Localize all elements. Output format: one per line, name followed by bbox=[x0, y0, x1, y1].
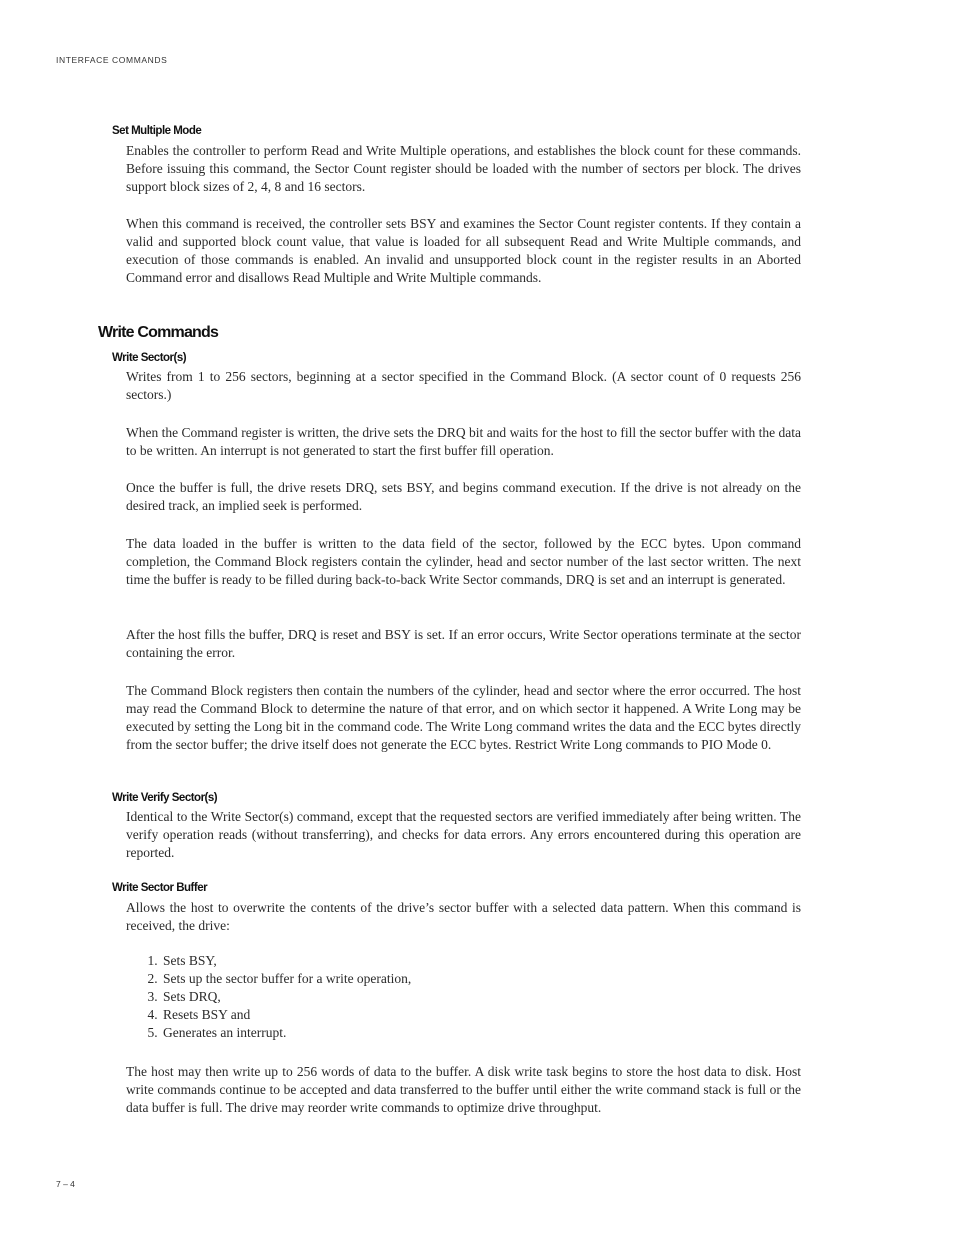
steps-list bbox=[126, 952, 411, 1042]
list-item: 3. Sets DRQ, bbox=[161, 988, 411, 1006]
heading-write-sectors: Write Sector(s) bbox=[112, 352, 187, 364]
list-item: 1. Sets BSY, bbox=[161, 952, 411, 970]
paragraph: The data loaded in the buffer is written to the data field of the sector, followed by the ECC bytes. Upon command completion, the Command Block registers contain the cylinder, head and sector number of the last sector written. The next time the buffer is ready to be filled during back-to-back Write Sector commands, DRQ is set and an interrupt is generated. bbox=[126, 536, 801, 587]
paragraph: After the host fills the buffer, DRQ is reset and BSY is set. If an error occurs, Write Sector operations terminate at the sector containing the error. bbox=[126, 627, 801, 660]
paragraph: When this command is received, the controller sets BSY and examines the Sector Count register contents. If they contain a valid and supported block count value, that value is loaded for all subsequent Read and Write Multiple commands, and execution of those commands is enabled. An invalid and unsupported block count in the register results in an Aborted Command error and disallows Read Multiple and Write Multiple commands. bbox=[126, 216, 801, 285]
paragraph: Allows the host to overwrite the contents of the drive’s sector buffer with a selected data pattern. When this command is received, the drive: bbox=[126, 900, 801, 933]
paragraph: Identical to the Write Sector(s) command, except that the requested sectors are verified immediately after being written. The verify operation reads (without transferring), and checks for data errors. Any errors encountered during this operation are reported. bbox=[126, 809, 801, 860]
paragraph: Once the buffer is full, the drive resets DRQ, sets BSY, and begins command execution. If the drive is not already on the desired track, an implied seek is performed. bbox=[126, 480, 801, 513]
paragraph: The Command Block registers then contain the numbers of the cylinder, head and sector where the error occurred. The host may read the Command Block to determine the nature of that error, and on which sector it happened. A Write Long may be executed by setting the Long bit in the command code. The Write Long command writes the data and the ECC bytes directly from the sector buffer; the drive itself does not generate the ECC bytes. Restrict Write Long commands to PIO Mode 0. bbox=[126, 683, 801, 752]
heading-write-verify-sectors: Write Verify Sector(s) bbox=[112, 792, 218, 804]
heading-write-commands: Write Commands bbox=[98, 324, 219, 341]
running-head: INTERFACE COMMANDS bbox=[56, 55, 168, 65]
paragraph: Enables the controller to perform Read and Write Multiple operations, and establishes the block count for these commands. Before issuing this command, the Sector Count register should be loaded with the number of sectors per block. The drives support block sizes of 2, 4, 8 and 16 sectors. bbox=[126, 143, 801, 194]
page-number: 7 – 4 bbox=[56, 1179, 75, 1189]
list-item: 4. Resets BSY and bbox=[161, 1006, 411, 1024]
list-item: 2. Sets up the sector buffer for a write operation, bbox=[161, 970, 411, 988]
heading-write-sector-buffer: Write Sector Buffer bbox=[112, 882, 208, 894]
paragraph: When the Command register is written, the drive sets the DRQ bit and waits for the host to fill the sector buffer with the data to be written. An interrupt is not generated to start the first buffer fill operation. bbox=[126, 425, 801, 458]
heading-set-multiple-mode: Set Multiple Mode bbox=[112, 125, 202, 137]
paragraph: The host may then write up to 256 words of data to the buffer. A disk write task begins to store the host data to disk. Host write commands continue to be accepted and data transferred to the buffer until either the write command stack is full or the data buffer is full. The drive may reorder write commands to optimize drive throughput. bbox=[126, 1064, 801, 1115]
list-item: 5. Generates an interrupt. bbox=[161, 1024, 411, 1042]
paragraph: Writes from 1 to 256 sectors, beginning at a sector specified in the Command Block. (A sector count of 0 requests 256 sectors.) bbox=[126, 369, 801, 402]
